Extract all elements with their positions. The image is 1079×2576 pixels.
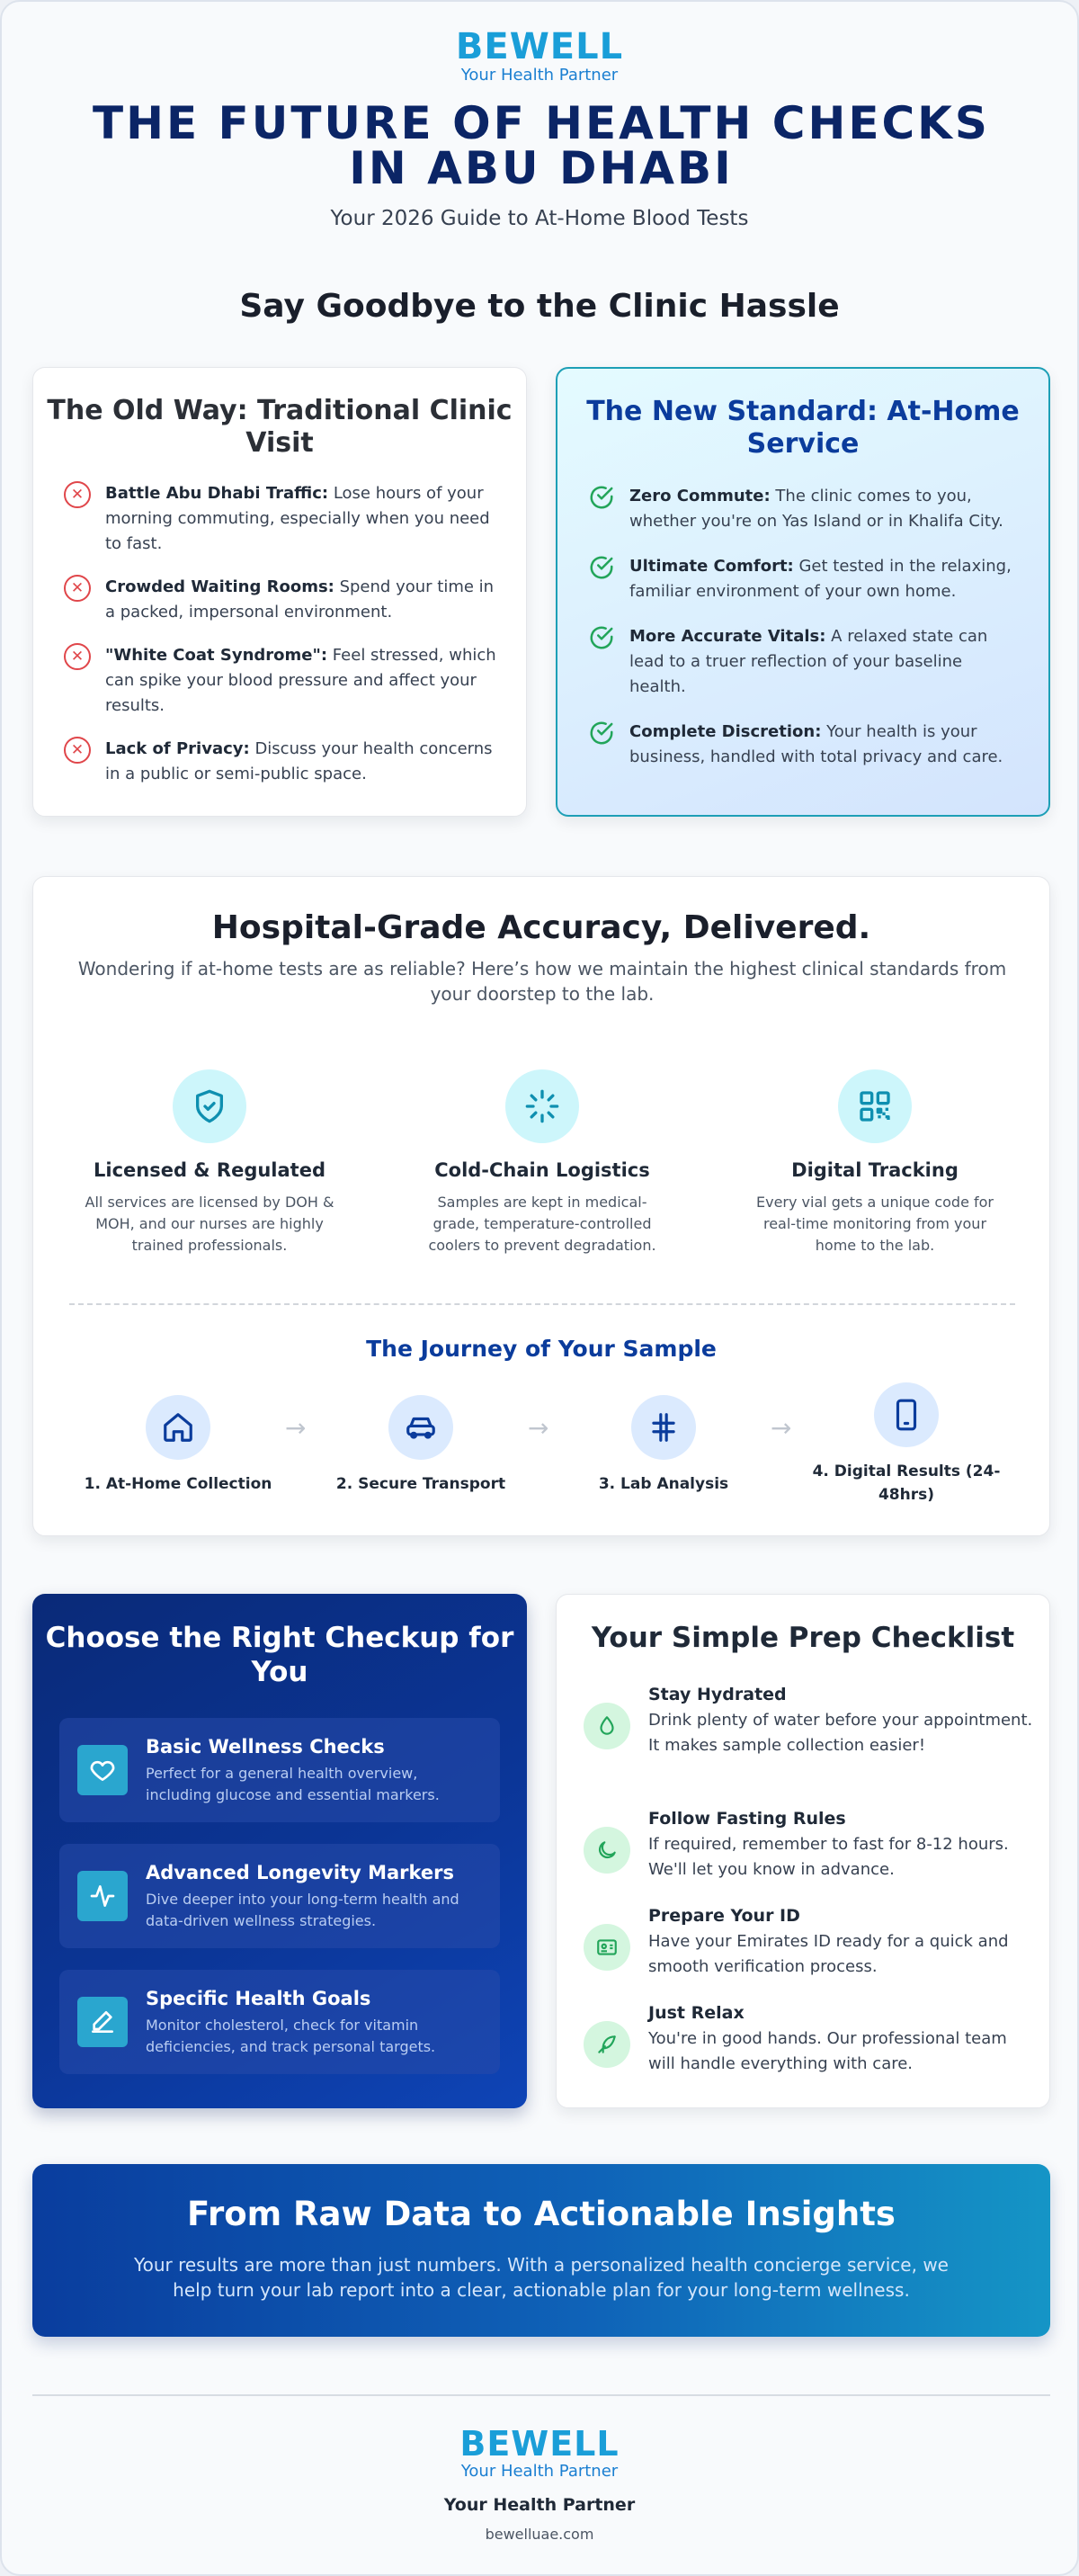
smartphone-icon	[874, 1382, 939, 1447]
checkup-option-desc: Perfect for a general health overview, including glucose and essential markers.	[146, 1765, 440, 1803]
journey-step-lab	[560, 1395, 767, 1496]
check-circle-icon	[588, 484, 615, 511]
check-circle-icon	[588, 554, 615, 581]
prep-item-title: Stay Hydrated	[648, 1685, 787, 1704]
old-way-item	[33, 643, 526, 719]
snowflake-icon	[505, 1069, 579, 1143]
x-circle-icon: ✕	[64, 481, 91, 508]
prep-item-id	[584, 1906, 1033, 1980]
checkup-option-title: Basic Wellness Checks	[146, 1736, 385, 1758]
new-way-item-strong: More Accurate Vitals:	[629, 627, 826, 646]
checkup-option-basic[interactable]	[59, 1718, 500, 1822]
new-way-item-text: A relaxed state can lead to a truer reflection of your baseline health.	[629, 627, 988, 696]
accuracy-title: Hospital-Grade Accuracy, Delivered.	[211, 909, 871, 946]
new-way-card	[556, 367, 1050, 817]
feature-title: Licensed & Regulated	[93, 1159, 325, 1181]
prep-item-hydrated	[584, 1685, 1033, 1758]
old-way-item-text: Spend your time in a packed, impersonal environment.	[105, 577, 495, 622]
feature-desc: Every vial gets a unique code for real-time monitoring from your home to the lab.	[755, 1194, 994, 1254]
new-way-title: The New Standard: At-Home Service	[586, 396, 1020, 460]
new-way-item-strong: Complete Discretion:	[629, 722, 822, 741]
arrow-right-icon: →	[771, 1413, 792, 1443]
old-way-item-text: Discuss your health concerns in a public or semi-public space.	[105, 739, 493, 783]
accuracy-card	[32, 876, 1050, 1536]
logo-tagline: Your Health Partner	[460, 2462, 619, 2481]
arrow-right-icon: →	[528, 1413, 549, 1443]
feature-desc: Samples are kept in medical-grade, temperature-controlled coolers to prevent degradation.	[428, 1194, 656, 1254]
droplet-icon	[584, 1703, 630, 1749]
old-way-item-strong: Crowded Waiting Rooms:	[105, 577, 334, 596]
footer-divider	[32, 2394, 1050, 2396]
journey-step-label: 2. Secure Transport	[335, 1475, 506, 1493]
logo-tagline: Your Health Partner	[460, 66, 619, 85]
journey-step-results	[803, 1382, 1010, 1507]
x-circle-icon: ✕	[64, 643, 91, 670]
insights-description: Your results are more than just numbers. With a personalized health concierge service, we help turn your lab report into a clear, actionable plan for your long-term wellness.	[134, 2254, 949, 2301]
old-way-item	[33, 737, 526, 787]
prep-checklist-card	[556, 1594, 1050, 2108]
insights-banner	[32, 2164, 1050, 2337]
checkup-title: Choose the Right Checkup for You	[45, 1622, 514, 1688]
feather-icon	[584, 2021, 630, 2068]
check-circle-icon	[588, 624, 615, 651]
journey-step-label: 4. Digital Results (24-48hrs)	[812, 1462, 1001, 1504]
page-subtitle: Your 2026 Guide to At-Home Blood Tests	[330, 207, 749, 230]
old-way-item-strong: "White Coat Syndrome":	[105, 646, 328, 665]
feature-title: Cold-Chain Logistics	[434, 1159, 650, 1181]
old-way-title: The Old Way: Traditional Clinic Visit	[47, 395, 513, 459]
journey-title: The Journey of Your Sample	[366, 1336, 717, 1362]
brand-logo[interactable]	[2, 26, 1077, 85]
feature-desc: All services are licensed by DOH & MOH, and our nurses are highly trained professionals.	[85, 1194, 334, 1254]
feature-title: Digital Tracking	[791, 1159, 959, 1181]
new-way-item-strong: Ultimate Comfort:	[629, 557, 794, 576]
page-title: THE FUTURE OF HEALTH CHECKS IN ABU DHABI	[93, 97, 990, 194]
prep-item-relax	[584, 2003, 1033, 2077]
qr-code-icon	[838, 1069, 912, 1143]
car-icon	[388, 1395, 453, 1460]
new-way-item	[557, 484, 1048, 534]
old-way-item-strong: Lack of Privacy:	[105, 739, 250, 758]
home-icon	[146, 1395, 210, 1460]
journey-step-label: 1. At-Home Collection	[84, 1475, 272, 1493]
old-way-item	[33, 481, 526, 557]
heart-icon	[77, 1745, 128, 1795]
new-way-item	[557, 624, 1048, 700]
prep-item-desc: Have your Emirates ID ready for a quick and smooth verification process.	[648, 1932, 1009, 1976]
new-way-item-strong: Zero Commute:	[629, 487, 771, 505]
prep-item-fasting	[584, 1809, 1033, 1883]
old-way-item	[33, 575, 526, 625]
journey-step-label: 3. Lab Analysis	[598, 1475, 729, 1493]
moon-icon	[584, 1827, 630, 1874]
prep-item-title: Follow Fasting Rules	[648, 1809, 846, 1829]
shield-check-icon	[173, 1069, 246, 1143]
pen-icon	[77, 1997, 128, 2047]
journey-step-collection	[75, 1395, 281, 1496]
microscope-icon	[631, 1395, 696, 1460]
checkup-option-desc: Monitor cholesterol, check for vitamin deficiencies, and track personal targets.	[146, 2017, 436, 2055]
id-card-icon	[584, 1924, 630, 1971]
prep-title: Your Simple Prep Checklist	[591, 1622, 1015, 1654]
prep-item-desc: You're in good hands. Our professional team will handle everything with care.	[648, 2029, 1007, 2073]
prep-item-title: Just Relax	[648, 2003, 745, 2023]
section-divider	[69, 1303, 1015, 1305]
feature-licensed	[75, 1069, 344, 1257]
checkup-option-title: Advanced Longevity Markers	[146, 1862, 455, 1883]
checkup-option-advanced[interactable]	[59, 1844, 500, 1948]
footer-website-link[interactable]: bewelluae.com	[485, 2526, 594, 2543]
new-way-item-text: Your health is your business, handled with total privacy and care.	[629, 722, 1003, 766]
new-way-item-text: The clinic comes to you, whether you're on Yas Island or in Khalifa City.	[629, 487, 1003, 531]
checkup-option-title: Specific Health Goals	[146, 1988, 371, 2009]
old-way-item-text: Feel stressed, which can spike your blood pressure and affect your results.	[105, 646, 496, 715]
accuracy-description: Wondering if at-home tests are as reliable? Here’s how we maintain the highest clinical standards from your doorstep to the lab.	[77, 958, 1007, 1005]
new-way-item	[557, 554, 1048, 604]
old-way-card	[32, 367, 527, 817]
check-circle-icon	[588, 720, 615, 747]
prep-item-desc: Drink plenty of water before your appointment. It makes sample collection easier!	[648, 1711, 1033, 1755]
footer-partner-text: Your Health Partner	[443, 2495, 636, 2515]
activity-icon	[77, 1871, 128, 1921]
checkup-card	[32, 1594, 527, 2108]
prep-item-desc: If required, remember to fast for 8-12 hours. We'll let you know in advance.	[648, 1835, 1009, 1879]
prep-item-title: Prepare Your ID	[648, 1906, 800, 1926]
arrow-right-icon: →	[285, 1413, 307, 1443]
checkup-option-desc: Dive deeper into your long-term health and data-driven wellness strategies.	[146, 1891, 459, 1929]
logo-wordmark: BEWELL	[455, 26, 624, 67]
journey-step-transport	[317, 1395, 524, 1496]
logo-wordmark: BEWELL	[459, 2424, 620, 2464]
new-way-item	[557, 720, 1048, 770]
footer-logo[interactable]	[2, 2424, 1077, 2481]
x-circle-icon: ✕	[64, 575, 91, 602]
new-way-item-text: Get tested in the relaxing, familiar environment of your own home.	[629, 557, 1012, 601]
feature-tracking	[740, 1069, 1010, 1257]
old-way-item-text: Lose hours of your morning commuting, especially when you need to fast.	[105, 484, 490, 553]
comparison-heading: Say Goodbye to the Clinic Hassle	[239, 288, 840, 325]
feature-cold-chain	[407, 1069, 677, 1257]
old-way-item-strong: Battle Abu Dhabi Traffic:	[105, 484, 329, 503]
x-circle-icon: ✕	[64, 737, 91, 764]
insights-title: From Raw Data to Actionable Insights	[187, 2195, 896, 2233]
checkup-option-specific[interactable]	[59, 1970, 500, 2074]
